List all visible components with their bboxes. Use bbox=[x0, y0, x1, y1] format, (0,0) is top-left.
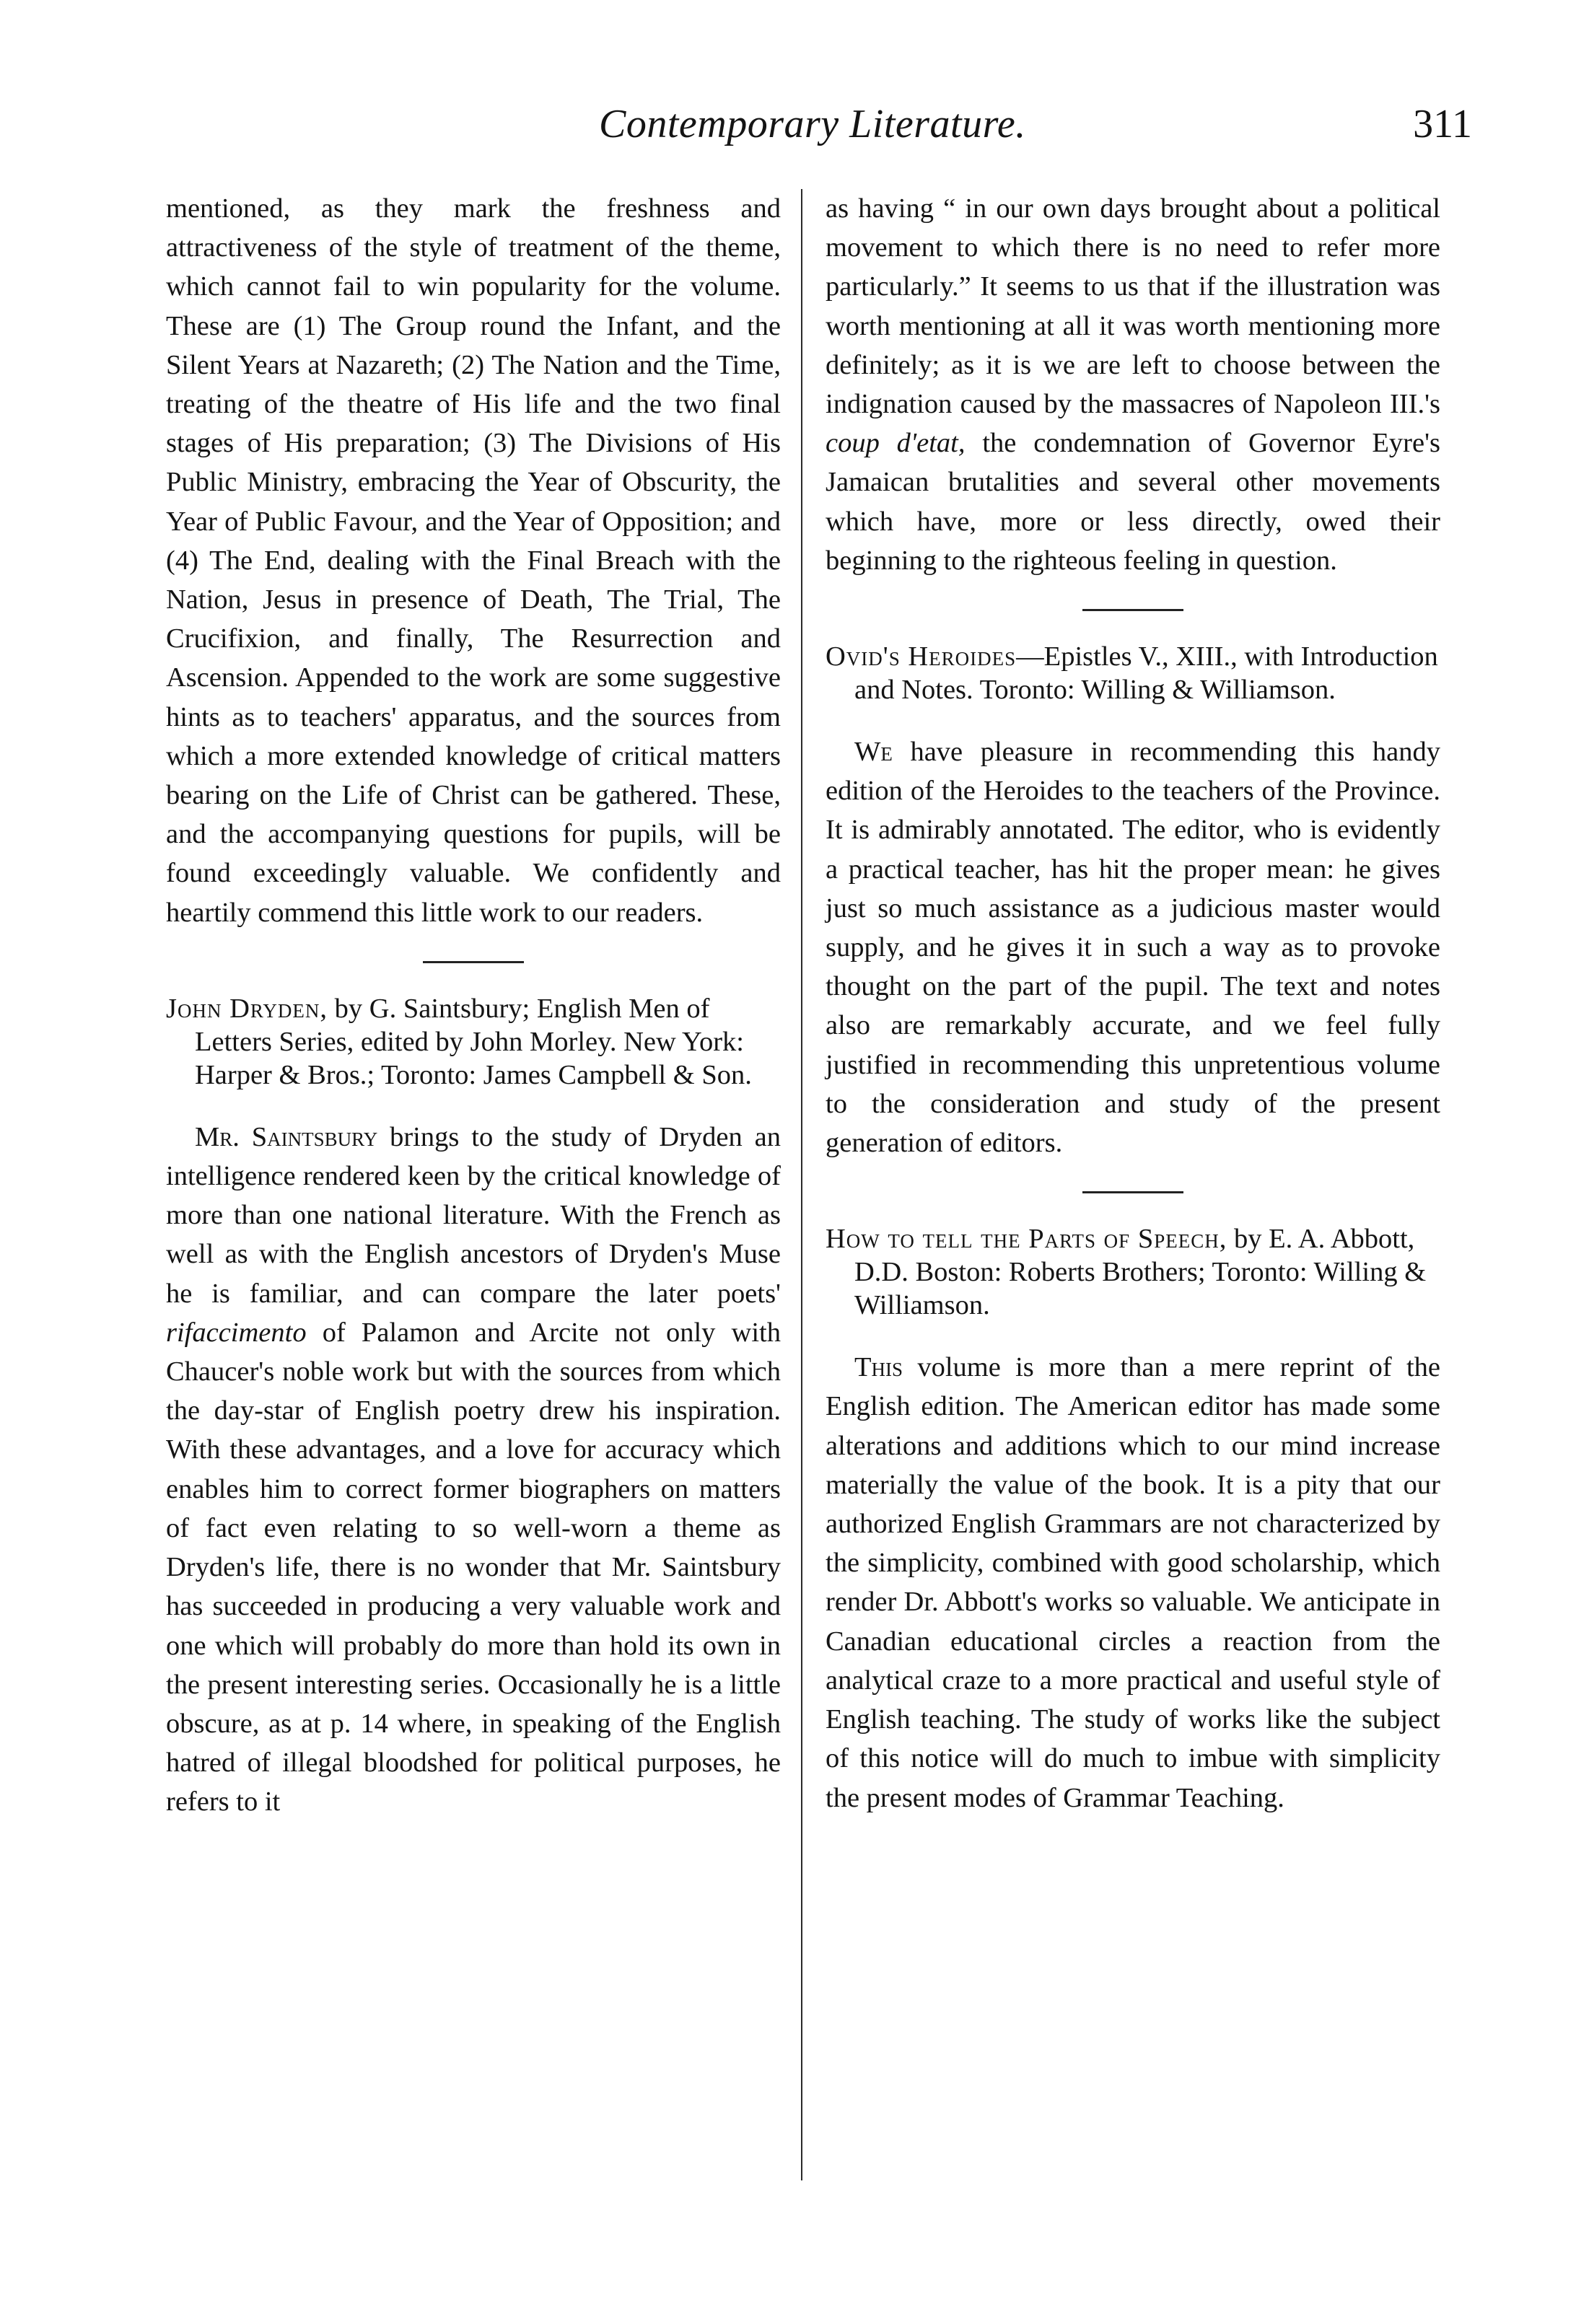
life-of-christ-review-continuation: mentioned, as they mark the freshness and attractiveness of the style of treatment of the theme, which cannot fail to win popularity for the volume. These are (1) The Group round the Infant, and the Silent Years at Nazareth; (2) The Nation and the Time, treating of the theatre of His life and the two final stages of His preparation; (3) The Divisions of His Public Ministry, embracing the Year of Obscurity, the Year of Public Favour, and the Year of Opposition; and (4) The End, dealing with the Final Breach with the Nation, Jesus in presence of Death, The Trial, The Crucifixion, and finally, The Resurrection and Ascension. Appended to the work are some suggestive hints as to teachers' apparatus, and the sources from which a more extended knowledge of critical matters bearing on the Life of Christ can be gathered. These, and the accompanying questions for pupils, will be found exceedingly valuable. We confidently and heartily commend this little work to our readers. bbox=[166, 193, 781, 928]
dryden-bibliographic-details: by G. Saintsbury; English Men of Letters Series, edited by John Morley. New York: Harper & Bros.; Toronto: James Campbell & Son. bbox=[195, 993, 752, 1090]
ovid-review-body bbox=[826, 732, 1440, 1162]
running-title: Contemporary Literature. bbox=[599, 102, 1026, 146]
ovid-review-heading bbox=[826, 640, 1440, 706]
right-column bbox=[826, 189, 1440, 1817]
parts-of-speech-review-text: volume is more than a mere reprint of the English edition. The American editor has made some alterations and additions which to our mind increase materially the value of the book. It is a pity that our authorized English Grammars are not characterized by the simplicity, combined with good scholarship, which render Dr. Abbott's works so valuable. We anticipate in Canadian educational circles a reaction from the analytical craze to a more practical and useful style of English teaching. The study of works like the subject of this notice will do much to imbue with simplicity the present modes of Grammar Teaching. bbox=[826, 1352, 1440, 1813]
ovid-title: Ovid's Heroides bbox=[826, 641, 1017, 672]
section-divider bbox=[1082, 609, 1183, 611]
parts-of-speech-review-lead: This bbox=[854, 1352, 903, 1383]
dryden-review-text-1: brings to the study of Dryden an intelligence rendered keen by the critical knowledge of more than one national literature. With the French as well as with the English ancestors of Dryden's Muse he is familiar, and can compare the later poets' bbox=[166, 1121, 781, 1309]
section-divider bbox=[423, 961, 524, 963]
left-column bbox=[166, 189, 781, 1822]
section-divider bbox=[1082, 1191, 1183, 1193]
parts-of-speech-bibliographic-details: by E. A. Abbott, D.D. Boston: Roberts Brothers; Toronto: Willing & Williamson. bbox=[854, 1224, 1427, 1321]
parts-of-speech-review-body bbox=[826, 1348, 1440, 1817]
dryden-review-continuation bbox=[826, 189, 1440, 580]
running-head bbox=[166, 101, 1472, 166]
ovid-bibliographic-details: —Epistles V., XIII., with Introduction and Notes. Toronto: Willing & Williamson. bbox=[854, 641, 1438, 706]
parts-of-speech-review-heading bbox=[826, 1222, 1440, 1322]
dryden-review-body bbox=[166, 1118, 781, 1822]
column-divider bbox=[801, 189, 802, 2180]
ovid-review-lead: We bbox=[854, 737, 893, 768]
dryden-continuation-text-1: as having “ in our own days brought about a political movement to which there is no need to refer more particularly.” It seems to us that if the illustration was worth mentioning at all it was worth mentioning more definitely; as it is we are left to choose between the indignation caused by the massacres of Napoleon III.'s bbox=[826, 193, 1440, 420]
dryden-continuation-text-2: the condemnation of Governor Eyre's Jamaican brutalities and several other movements which have, more or less directly, owed their beginning to the righteous feeling in question. bbox=[826, 428, 1440, 576]
dryden-review-text-2: of Palamon and Arcite not only with Chaucer's noble work but with the sources from which the day-star of English poetry drew his inspiration. With these advantages, and a love for accuracy which enables him to correct former biographers on matters of fact even relating to so well-worn a theme as Dryden's life, there is no wonder that Mr. Saintsbury has succeeded in producing a very valuable work and one which will probably do more than hold its own in the present interesting series. Occasionally he is a little obscure, as at p. 14 where, in speaking of the English hatred of illegal bloodshed for political purposes, he refers to it bbox=[166, 1317, 781, 1817]
dryden-title: John Dryden, bbox=[166, 993, 328, 1024]
parts-of-speech-title: How to tell the Parts of Speech, bbox=[826, 1224, 1227, 1255]
ovid-review-text: have pleasure in recommending this handy edition of the Heroides to the teachers of the Province. It is admirably annotated. The editor, who is evidently a practical teacher, has hit the proper mean: he gives just so much assistance as a judicious master would supply, and he gives it in such a way as to provoke thought on the part of the pupil. The text and notes also are remarkably accurate, and we feel fully justified in recommending this unpretentious volume to the consideration and study of the present generation of editors. bbox=[826, 737, 1440, 1159]
dryden-review-lead: Mr. Saintsbury bbox=[195, 1121, 378, 1152]
page-number: 311 bbox=[1413, 102, 1472, 146]
coup-detat-italic: coup d'etat, bbox=[826, 428, 966, 459]
dryden-review-italic-term: rifaccimento bbox=[166, 1317, 307, 1348]
dryden-review-heading bbox=[166, 992, 781, 1092]
